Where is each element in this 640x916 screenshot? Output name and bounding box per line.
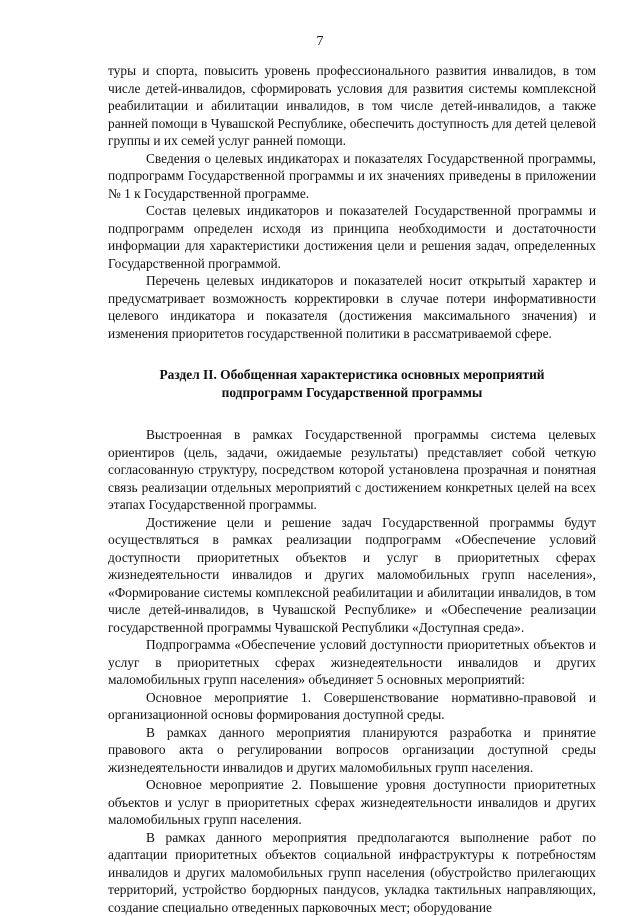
paragraph: Перечень целевых индикаторов и показателей носит открытый характер и предусматривает возможность корректировки в случае потери информативности целевого индикатора и показателя (достижения максимального значения) и изменения приоритетов государственной политики в рассматриваемой сфере.: [108, 272, 596, 342]
paragraph: В рамках данного мероприятия планируются разработка и принятие правового акта о регулировании вопросов организации доступной среды жизнедеятельности инвалидов и других маломобильных групп населения.: [108, 724, 596, 777]
paragraph: Состав целевых индикаторов и показателей Государственной программы и подпрограмм определен исходя из принципа необходимости и достаточности информации для характеристики достижения цели и решения задач, определенных Государственной программой.: [108, 202, 596, 272]
paragraph: Основное мероприятие 1. Совершенствование нормативно-правовой и организационной основы формирования доступной среды.: [108, 689, 596, 724]
paragraph: Сведения о целевых индикаторах и показателях Государственной программы, подпрограмм Государственной программы и их значениях приведены в приложении № 1 к Государственной программе.: [108, 150, 596, 203]
section-heading-line: подпрограмм Государственной программы: [108, 384, 596, 402]
paragraph: Подпрограмма «Обеспечение условий доступности приоритетных объектов и услуг в приоритетных сферах жизнедеятельности инвалидов и других маломобильных групп населения» объединяет 5 основных мероприятий:: [108, 636, 596, 689]
page-number: 7: [0, 34, 640, 50]
section-heading-line: Раздел II. Обобщенная характеристика основных мероприятий: [108, 366, 596, 384]
section-heading: [108, 366, 596, 401]
paragraph: Выстроенная в рамках Государственной программы система целевых ориентиров (цель, задачи, ожидаемые результаты) представляет собой четкую согласованную структуру, посредством которой установлена прозрачная и понятная связь реализации отдельных мероприятий с достижением конкретных целей на всех этапах Государственной программы.: [108, 426, 596, 514]
paragraph: Достижение цели и решение задач Государственной программы будут осуществляться в рамках реализации подпрограмм «Обеспечение условий доступности приоритетных объектов и услуг в приоритетных сферах жизнедеятельности инвалидов и других маломобильных групп населения», «Формирование системы комплексной реабилитации и абилитации инвалидов, в том числе детей-инвалидов, в Чувашской Республике» и «Обеспечение реализации государственной программы Чувашской Республики «Доступная среда».: [108, 514, 596, 637]
paragraph: В рамках данного мероприятия предполагаются выполнение работ по адаптации приоритетных объектов социальной инфраструктуры к потребностям инвалидов и других маломобильных групп населения (обустройство прилегающих территорий, устройство бордюрных пандусов, укладка тактильных направляющих, создание специально отведенных парковочных мест; оборудование: [108, 829, 596, 916]
page-body: [108, 62, 596, 916]
paragraph: туры и спорта, повысить уровень профессионального развития инвалидов, в том числе детей-инвалидов, сформировать условия для развития системы комплексной реабилитации и абилитации инвалидов, в том числе детей-инвалидов, а также ранней помощи в Чувашской Республике, обеспечить доступность для детей целевой группы и их семей услуг ранней помощи.: [108, 62, 596, 150]
paragraph: Основное мероприятие 2. Повышение уровня доступности приоритетных объектов и услуг в приоритетных сферах жизнедеятельности инвалидов и других маломобильных групп населения.: [108, 776, 596, 829]
